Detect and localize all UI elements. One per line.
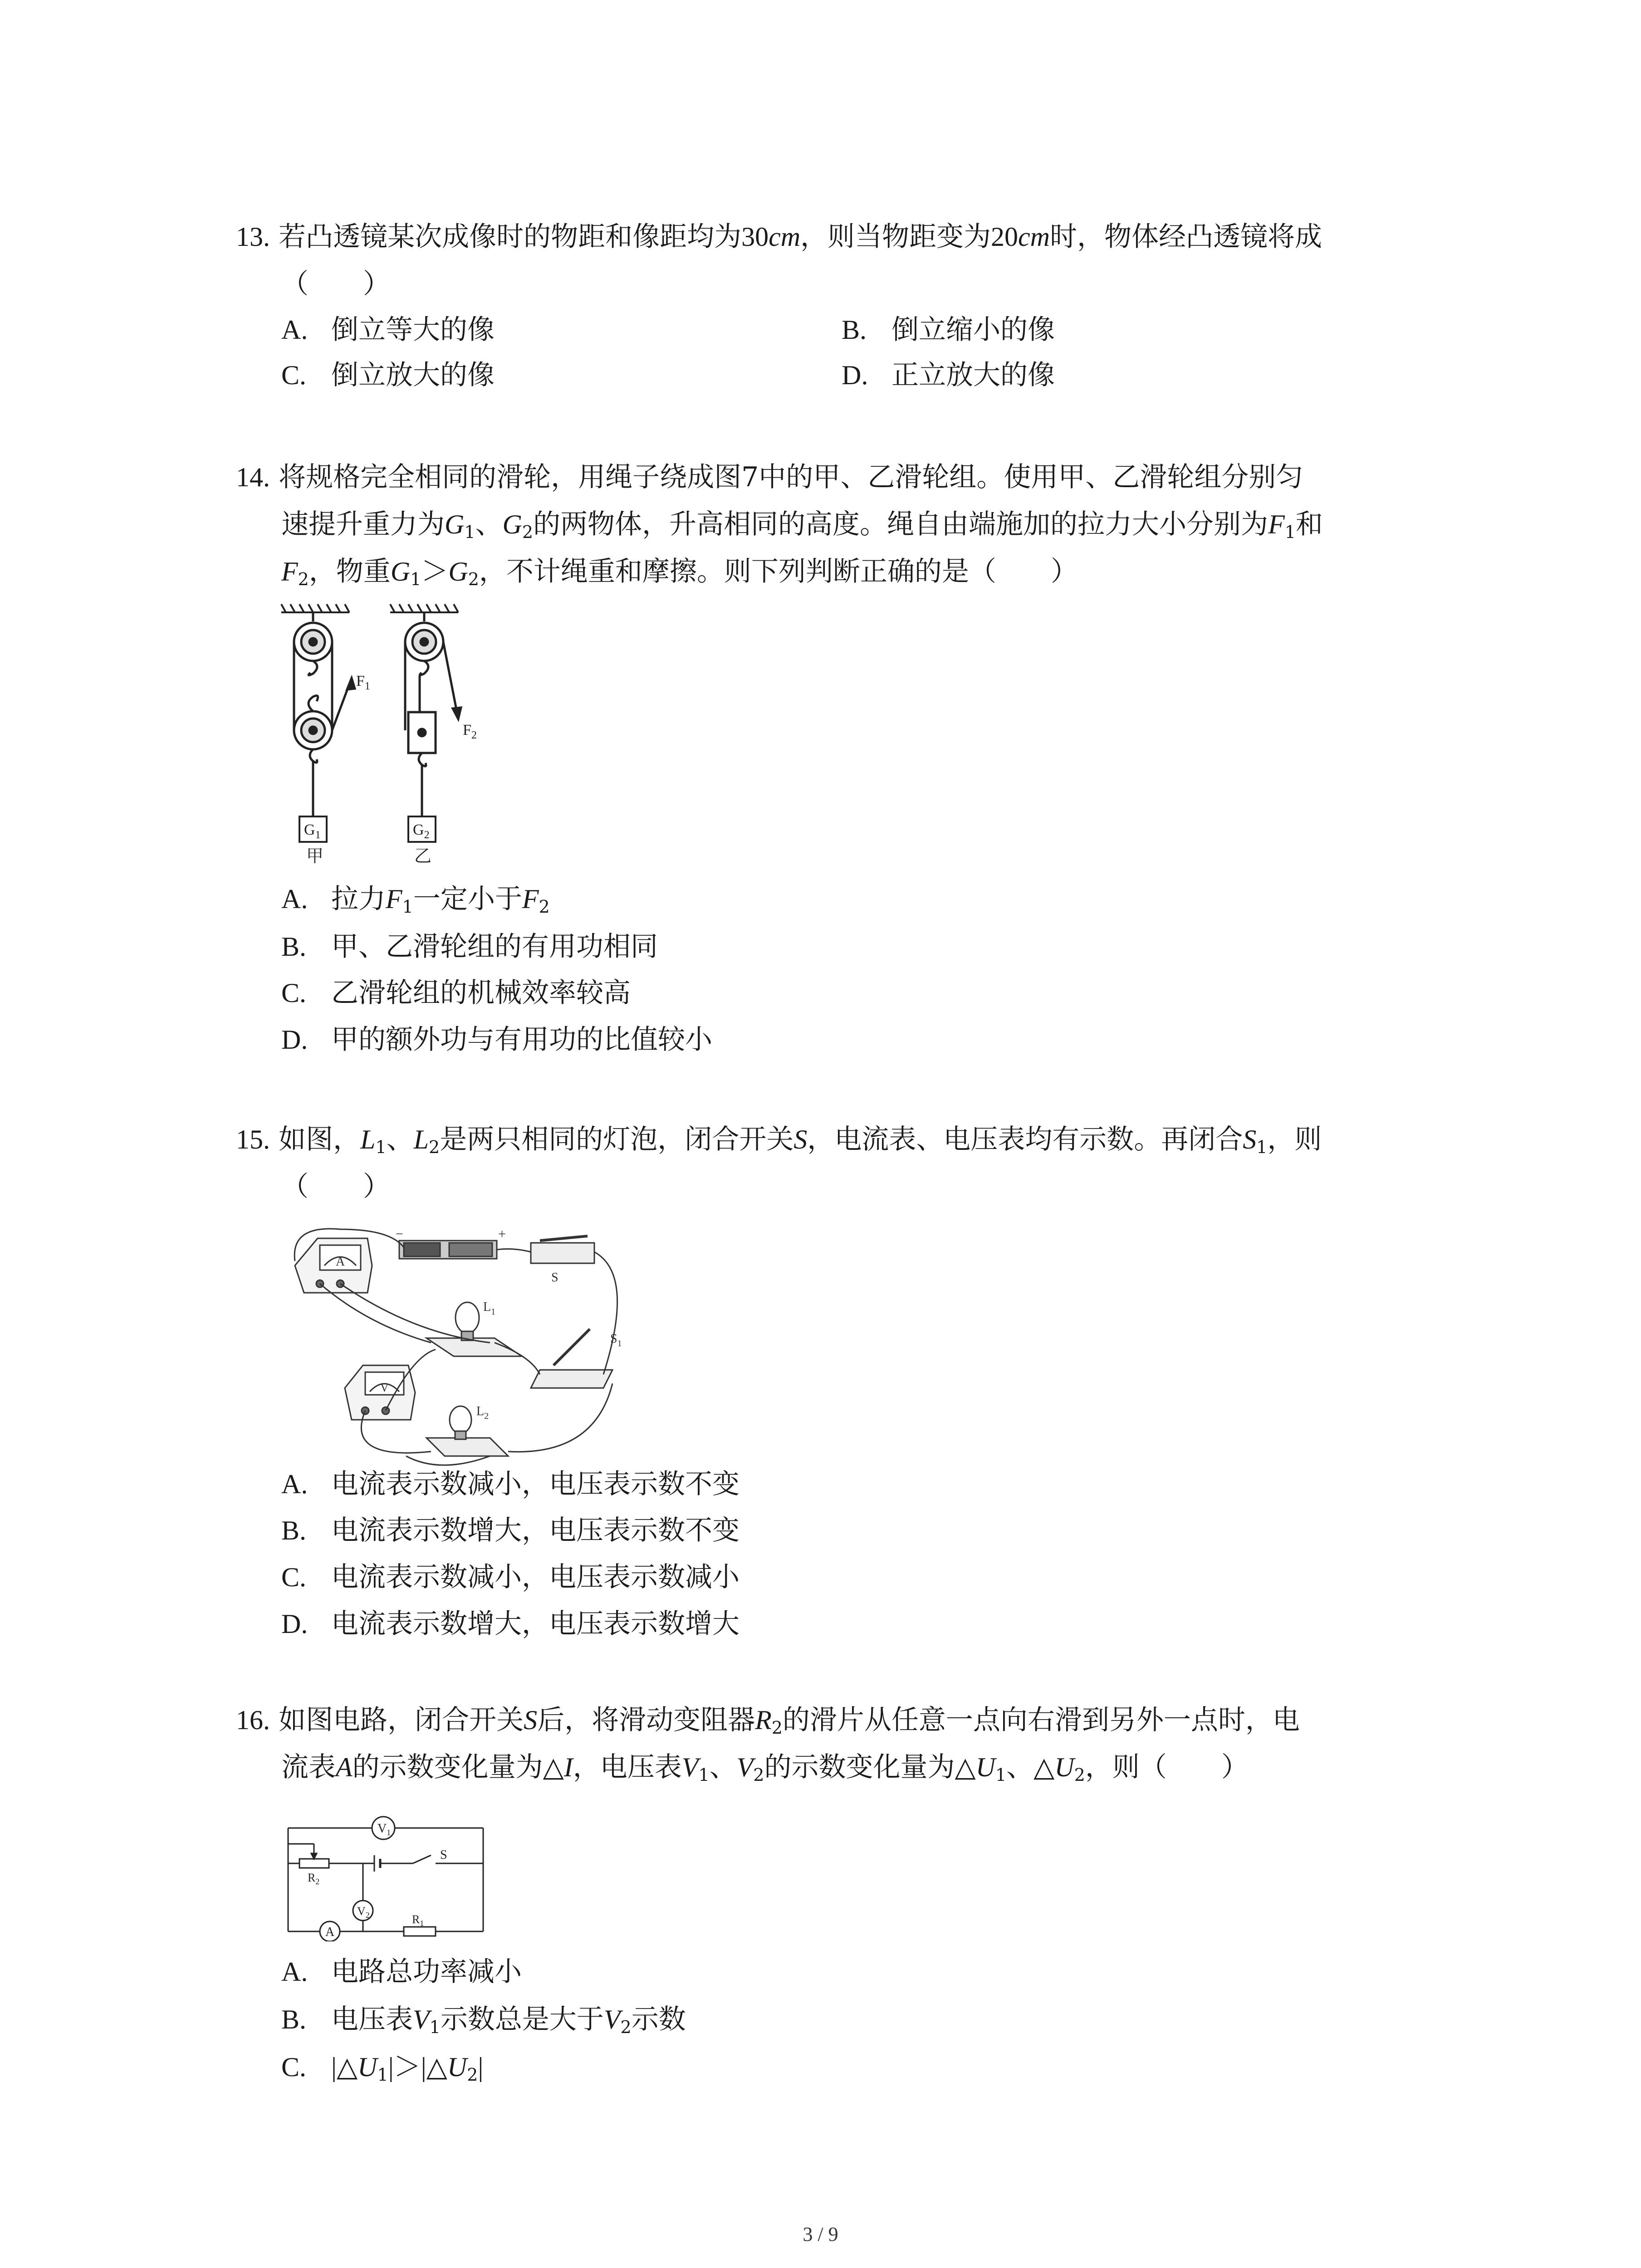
question-15-line-1: 15. 如图，$L_1$、$L_2$是两只相同的灯泡，闭合开关S，电流表、电压表均有示数。再闭合$S_1$，则 (236, 1124, 1322, 1157)
pulley-system-left (294, 612, 355, 842)
force-label-f2: $F_2$ (463, 722, 477, 741)
circuit-figure (277, 1220, 635, 1474)
option-d[interactable]: D. 甲的额外功与有用功的比值较小 (281, 1024, 712, 1056)
meter-v2-label: $V_2$ (357, 1905, 370, 1920)
option-c[interactable]: C. 乙滑轮组的机械效率较高 (281, 977, 631, 1009)
question-13-stem: 13. 若凸透镜某次成像时的物距和像距均为30cm，则当物距变为20cm时，物体经凸透镜将成 (236, 221, 1323, 253)
answer-paren: （ ） (281, 268, 390, 300)
pulley-system-right (405, 612, 461, 842)
battery (396, 1227, 506, 1259)
svg-text:L2: $L_2$ (476, 1404, 489, 1421)
meter-v1-label: $V_1$ (377, 1822, 391, 1837)
page-number: 3 / 9 (803, 2223, 838, 2245)
question-16-line-2: 流表A的示数变化量为△I，电压表$V_1$、$V_2$的示数变化量为$\triangle U_1$、$\triangle U_2$，则（ ） (281, 1751, 1249, 1785)
svg-text:S: S (551, 1271, 558, 1285)
voltmeter (345, 1365, 415, 1420)
question-number: 13. (236, 222, 270, 252)
svg-text:V: V (380, 1381, 389, 1394)
ammeter-label: A (325, 1925, 335, 1939)
ammeter (295, 1238, 372, 1293)
question-16 (236, 1696, 1461, 1791)
switch-s (531, 1236, 594, 1285)
option-d[interactable]: D. 电流表示数增大，电压表示数增大 (281, 1608, 740, 1640)
answer-paren: （ ） (281, 1171, 390, 1202)
svg-text:S1: $S_1$ (610, 1332, 622, 1349)
resistor-r1-label: $R_1$ (412, 1913, 424, 1928)
question-number: 16. (236, 1705, 270, 1735)
question-number: 15. (236, 1124, 270, 1154)
question-number: 14. (236, 462, 270, 492)
option-a[interactable]: A. 拉力$F_1$一定小于$F_2$ (281, 883, 550, 917)
svg-text:L1: $L_1$ (483, 1300, 496, 1317)
weight-label-g1: $G_1$ (304, 821, 321, 841)
resistor-r2-label: $R_2$ (308, 1871, 320, 1886)
question-14-line-2: 速提升重力为$G_1$、$G_2$的两物体，升高相同的高度。绳自由端施加的拉力大小分别为$F_1$和 (281, 508, 1323, 542)
weight-label-g2: $G_2$ (413, 821, 430, 841)
bulb-l2 (426, 1404, 508, 1456)
option-a[interactable]: A. 电流表示数减小，电压表示数不变 (281, 1468, 740, 1500)
question-14-line-3: $F_2$，物重$G_1>G_2$，不计绳重和摩擦。则下列判断正确的是（ ） (281, 556, 1078, 589)
option-b[interactable]: B. 倒立缩小的像 (842, 314, 1055, 346)
svg-text:A: A (336, 1255, 345, 1269)
question-16-line-1: 16. 如图电路，闭合开关S后，将滑动变阻器$R_2$的滑片从任意一点向右滑到另外一点时，电 (236, 1704, 1300, 1738)
svg-text:+: + (498, 1227, 506, 1242)
circuit-diagram (281, 1810, 495, 1941)
caption-left: 甲 (306, 846, 324, 866)
question-14-line-1: 14. 将规格完全相同的滑轮，用绳子绕成图7中的甲、乙滑轮组。使用甲、乙滑轮组分别匀 (236, 461, 1303, 493)
option-a[interactable]: A. 倒立等大的像 (281, 314, 495, 346)
pulley-figure (272, 599, 508, 871)
option-b[interactable]: B. 电流表示数增大，电压表示数不变 (281, 1515, 740, 1546)
option-c[interactable]: C. 倒立放大的像 (281, 359, 495, 391)
svg-text:−: − (396, 1227, 403, 1242)
option-d[interactable]: D. 正立放大的像 (842, 359, 1055, 391)
caption-right: 乙 (414, 846, 432, 866)
option-c[interactable]: C. 电流表示数减小，电压表示数减小 (281, 1561, 740, 1593)
option-b[interactable]: B. 甲、乙滑轮组的有用功相同 (281, 931, 658, 963)
option-a[interactable]: A. 电路总功率减小 (281, 1956, 522, 1988)
switch-s-label: S (440, 1848, 447, 1862)
option-b[interactable]: B. 电压表$V_1$示数总是大于$V_2$示数 (281, 2004, 686, 2037)
option-c[interactable]: C. $|\triangle U_1|>|\triangle U_2|$ (281, 2051, 484, 2085)
question-15 (236, 1116, 1461, 1210)
question-13 (236, 213, 1461, 308)
question-14 (236, 454, 1461, 595)
force-label-f1: $F_1$ (356, 673, 370, 692)
